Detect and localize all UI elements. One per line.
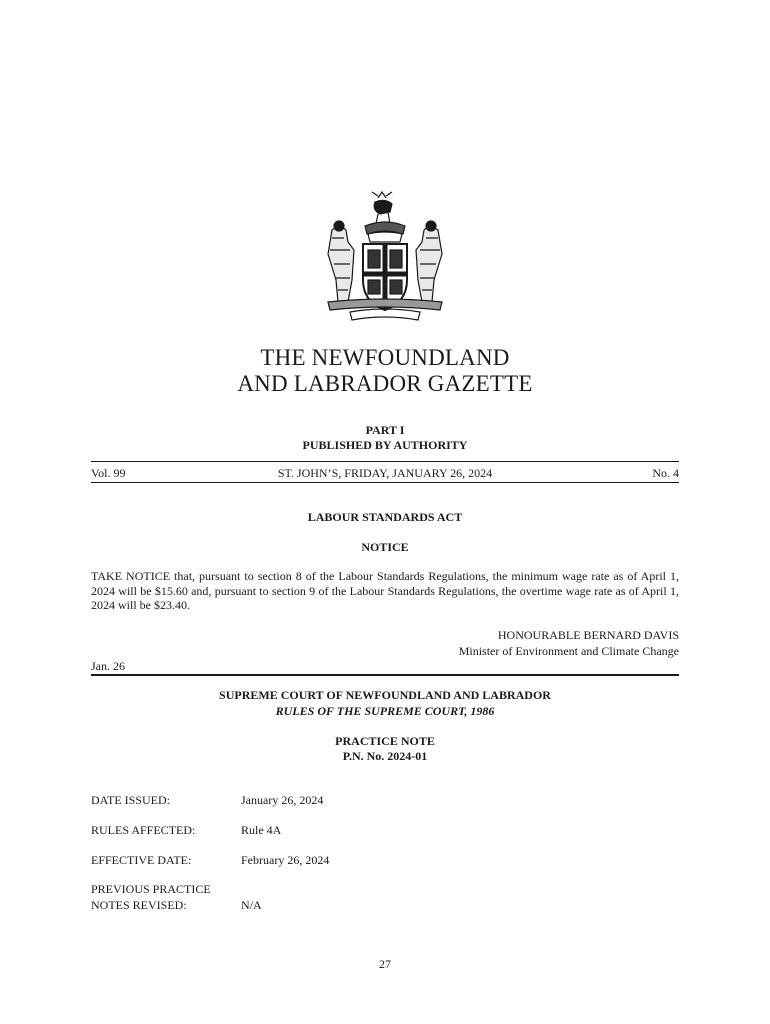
notice-body: TAKE NOTICE that, pursuant to section 8 of the Labour Standards Regulations, the minimum wage rate as of April 1, 2024 will be $15.60 and, pursuant to section 9 of the Labour Standards Regulations, the overtime wage rate as of April 1, 2024 will be $23.40. [91,569,679,612]
previous-notes-value: N/A [241,898,262,912]
coat-of-arms-icon [320,190,450,325]
masthead-bottom-rule [91,482,679,483]
signer-name: HONOURABLE BERNARD DAVIS [497,628,679,642]
date-issued-label: DATE ISSUED: [91,793,171,807]
notice-heading: NOTICE [361,540,409,554]
masthead-top-rule [91,461,679,462]
page-number: 27 [379,957,391,971]
dateline: ST. JOHN’S, FRIDAY, JANUARY 26, 2024 [277,466,493,480]
effective-date-label: EFFECTIVE DATE: [91,853,192,867]
gazette-title-line1: THE NEWFOUNDLAND [260,345,510,370]
part-label: PART I [365,423,405,437]
previous-notes-label-line2: NOTES REVISED: [91,898,187,912]
rules-affected-value: Rule 4A [241,823,282,837]
practice-note-number: P.N. No. 2024-01 [342,749,428,763]
effective-date-value: February 26, 2024 [241,853,330,867]
court-heading: SUPREME COURT OF NEWFOUNDLAND AND LABRADOR [219,688,551,702]
signer-title: Minister of Environment and Climate Change [458,644,679,658]
issue-number: No. 4 [652,466,679,480]
rules-affected-label: RULES AFFECTED: [91,823,196,837]
volume-label: Vol. 99 [91,466,126,480]
gazette-title-line2: AND LABRADOR GAZETTE [237,371,533,396]
notice-date: Jan. 26 [91,659,125,673]
section-divider [91,674,679,676]
rules-heading: RULES OF THE SUPREME COURT, 1986 [275,704,495,718]
act-heading: LABOUR STANDARDS ACT [307,510,463,524]
previous-notes-label-line1: PREVIOUS PRACTICE [91,882,211,896]
published-label: PUBLISHED BY AUTHORITY [302,438,468,452]
date-issued-value: January 26, 2024 [241,793,324,807]
practice-note-heading: PRACTICE NOTE [335,734,435,748]
